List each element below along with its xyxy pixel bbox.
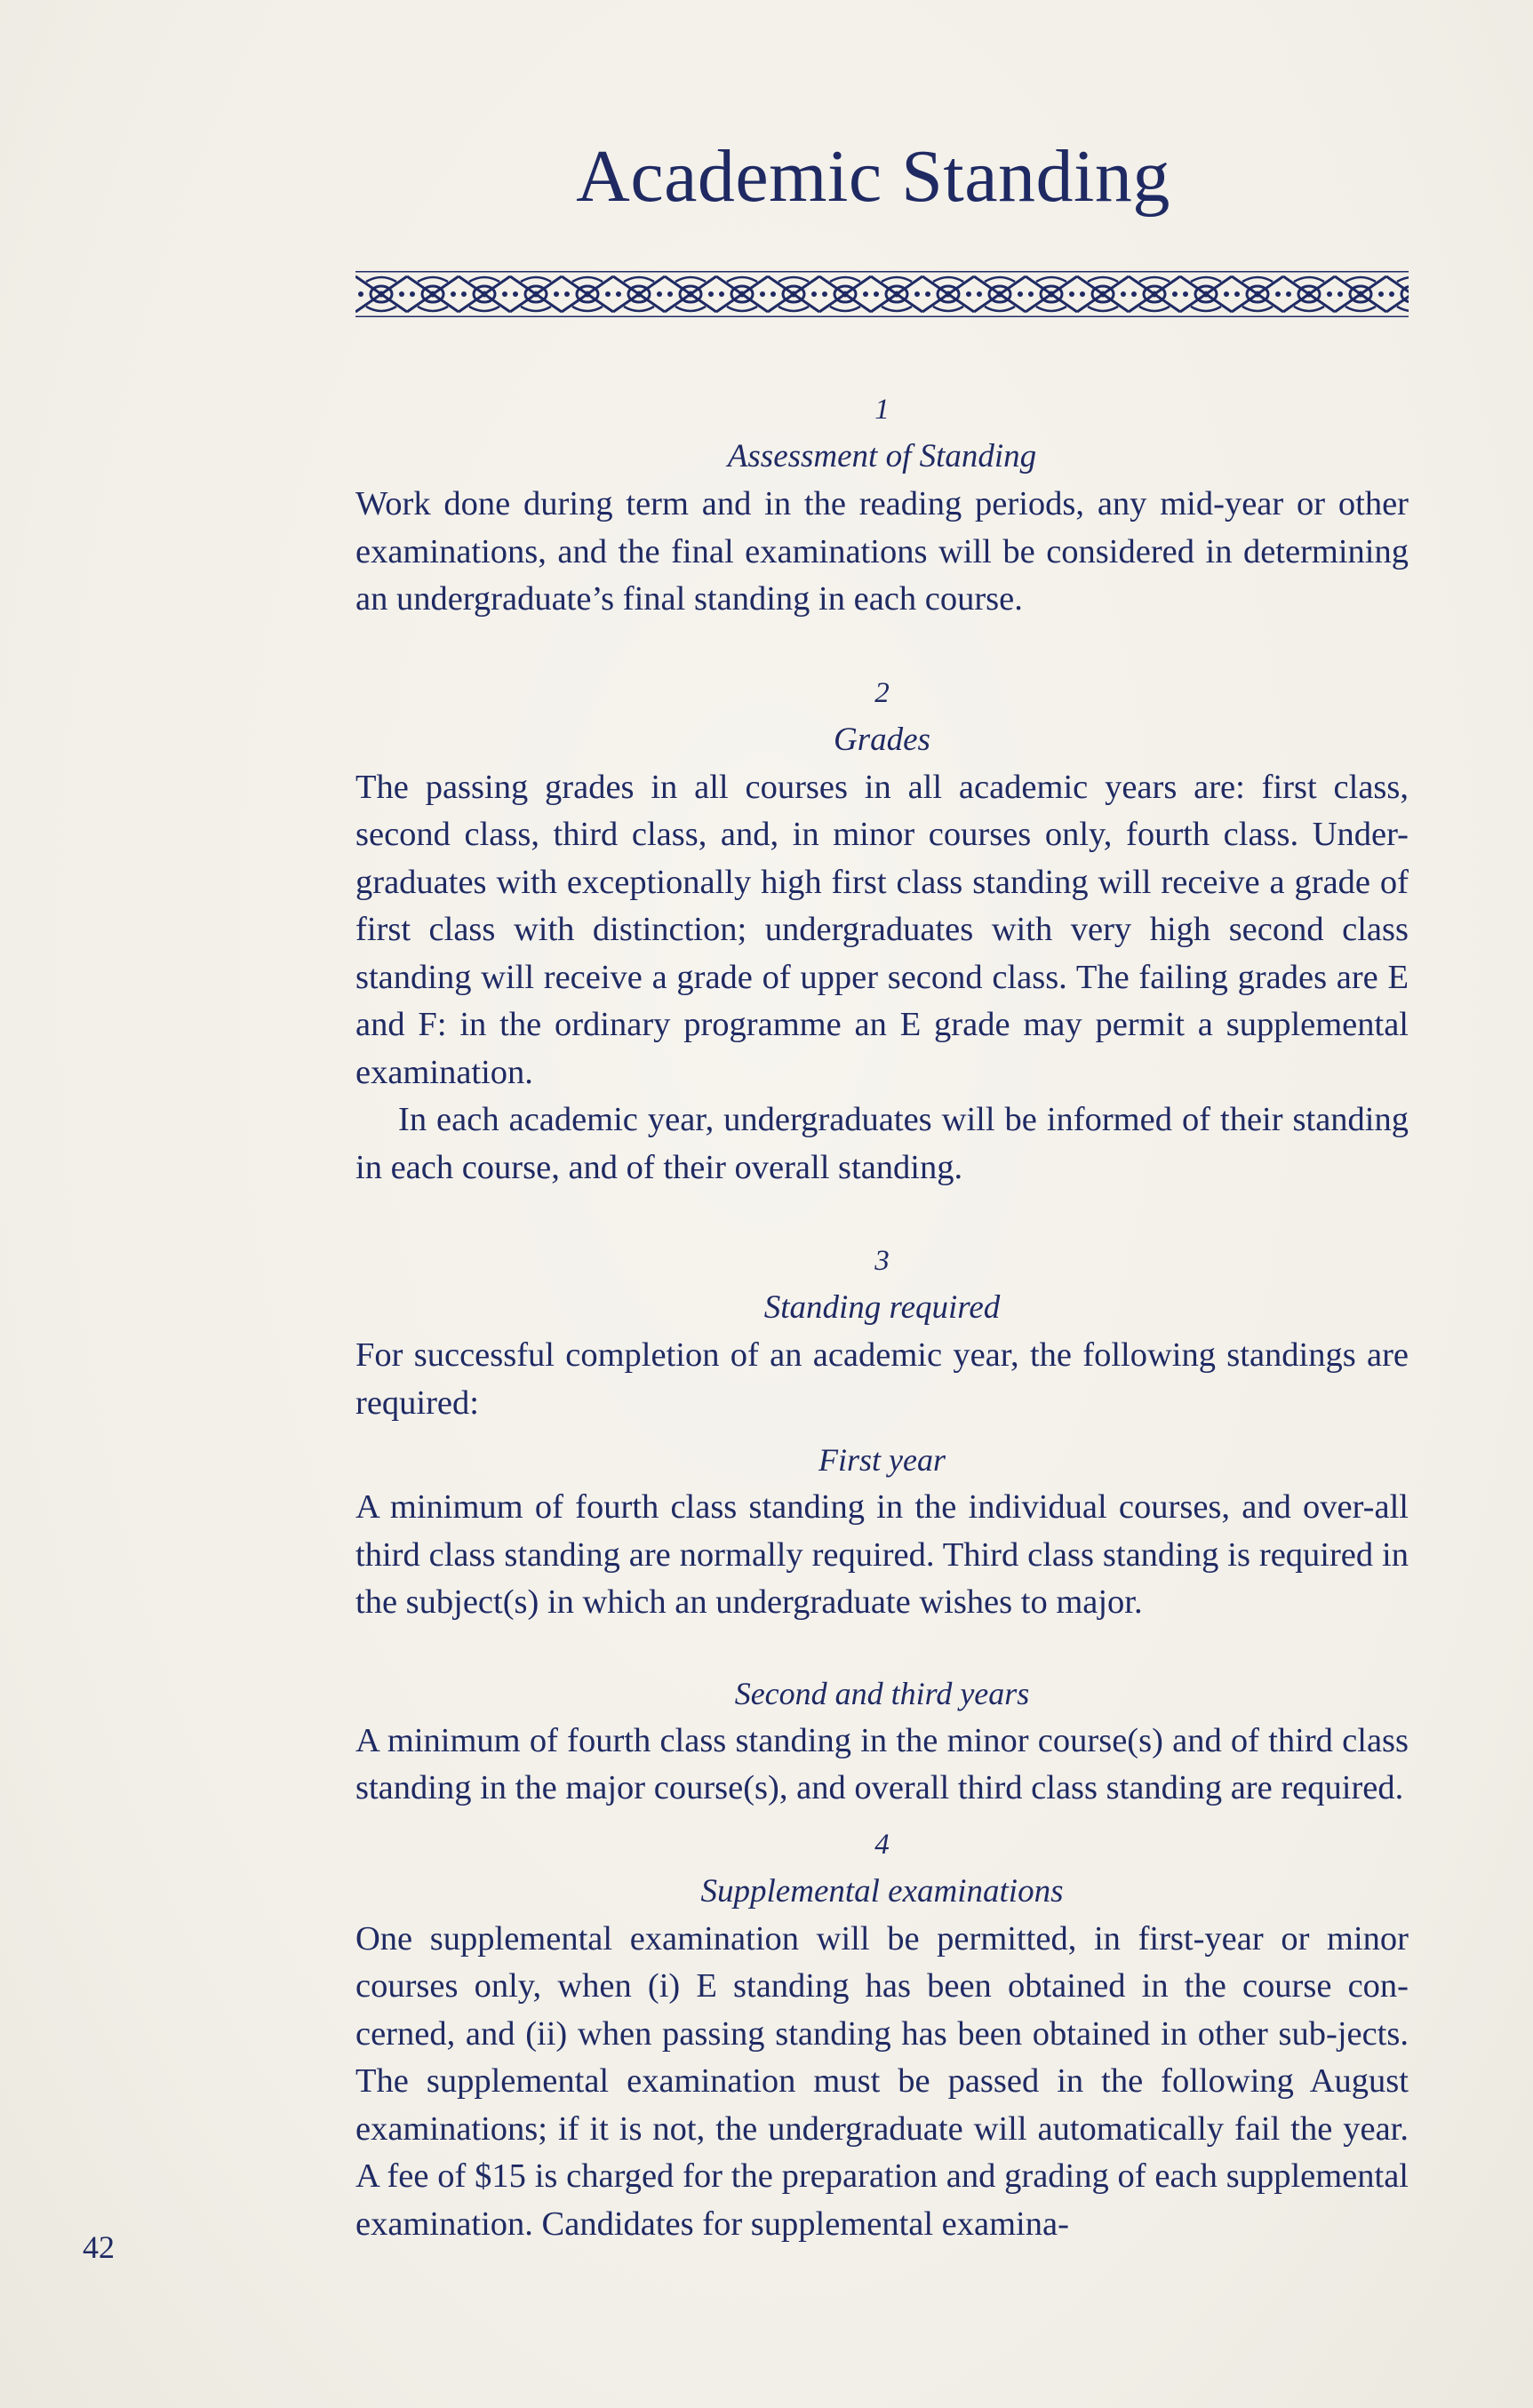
subsection-heading-second-and-third-years: Second and third years [734,1675,1030,1711]
section-supplemental-examinations [355,1822,1409,2249]
section-number: 4 [874,1828,890,1861]
section-grades [355,670,1409,1192]
decorative-border-ornament [355,271,1409,317]
page-number: 42 [83,2229,115,2265]
section-paragraph: In each academic year, undergraduates will be informed of their standing in each course, and of their overall standing. [355,1101,1409,1186]
subsection-paragraph: A minimum of fourth class standing in the individual courses, and over-all third class standing are normally required. Third class standing is required in the subject(s) in which an undergraduate wishes to major. [355,1488,1409,1621]
section-number: 3 [874,1245,890,1277]
page-title: Academic Standing [576,135,1170,218]
section-paragraph: Work done during term and in the reading periods, any mid-year or other examinations, and the final examinations will be considered in determining an undergraduate’s final standing in each course. [355,485,1409,618]
section-standing-required [355,1238,1409,1813]
subsection-paragraph: A minimum of fourth class standing in the minor course(s) and of third class standing in the major course(s), and overall third class standing are required. [355,1721,1409,1806]
section-heading: Supplemental examinations [700,1872,1064,1910]
section-number: 1 [874,394,890,426]
document-body [355,387,1409,2248]
section-paragraph: The passing grades in all courses in all academic years are: first class, second class, third class, and, in minor courses only, fourth class. Under-graduates with exceptionally high first class standing will receive a grade of first class with distinction; undergraduates with very high second class standing will receive a grade of upper second class. The failing grades are E and F: in the ordinary programme an E grade may permit a supplemental examination. [355,768,1409,1091]
section-number: 2 [874,676,890,709]
section-assessment-of-standing [355,387,1409,624]
section-paragraph: For successful completion of an academic year, the following standings are required: [355,1336,1409,1422]
section-heading: Standing required [763,1289,1001,1326]
section-paragraph: One supplemental examination will be permitted, in first-year or minor courses only, when (i) E standing has been obtained in the course con-cerned, and (ii) when passing standing has been obtained in other sub-jects. The supplemental examination must be passed in the following August examinations; if it is not, the undergraduate will automatically fail the year. A fee of $15 is charged for the preparation and grading of each supplemental examination. Candidates for supplemental examina- [355,1919,1409,2243]
section-heading: Grades [834,721,930,758]
subsection-heading-first-year: First year [818,1442,946,1478]
section-heading: Assessment of Standing [727,438,1037,474]
